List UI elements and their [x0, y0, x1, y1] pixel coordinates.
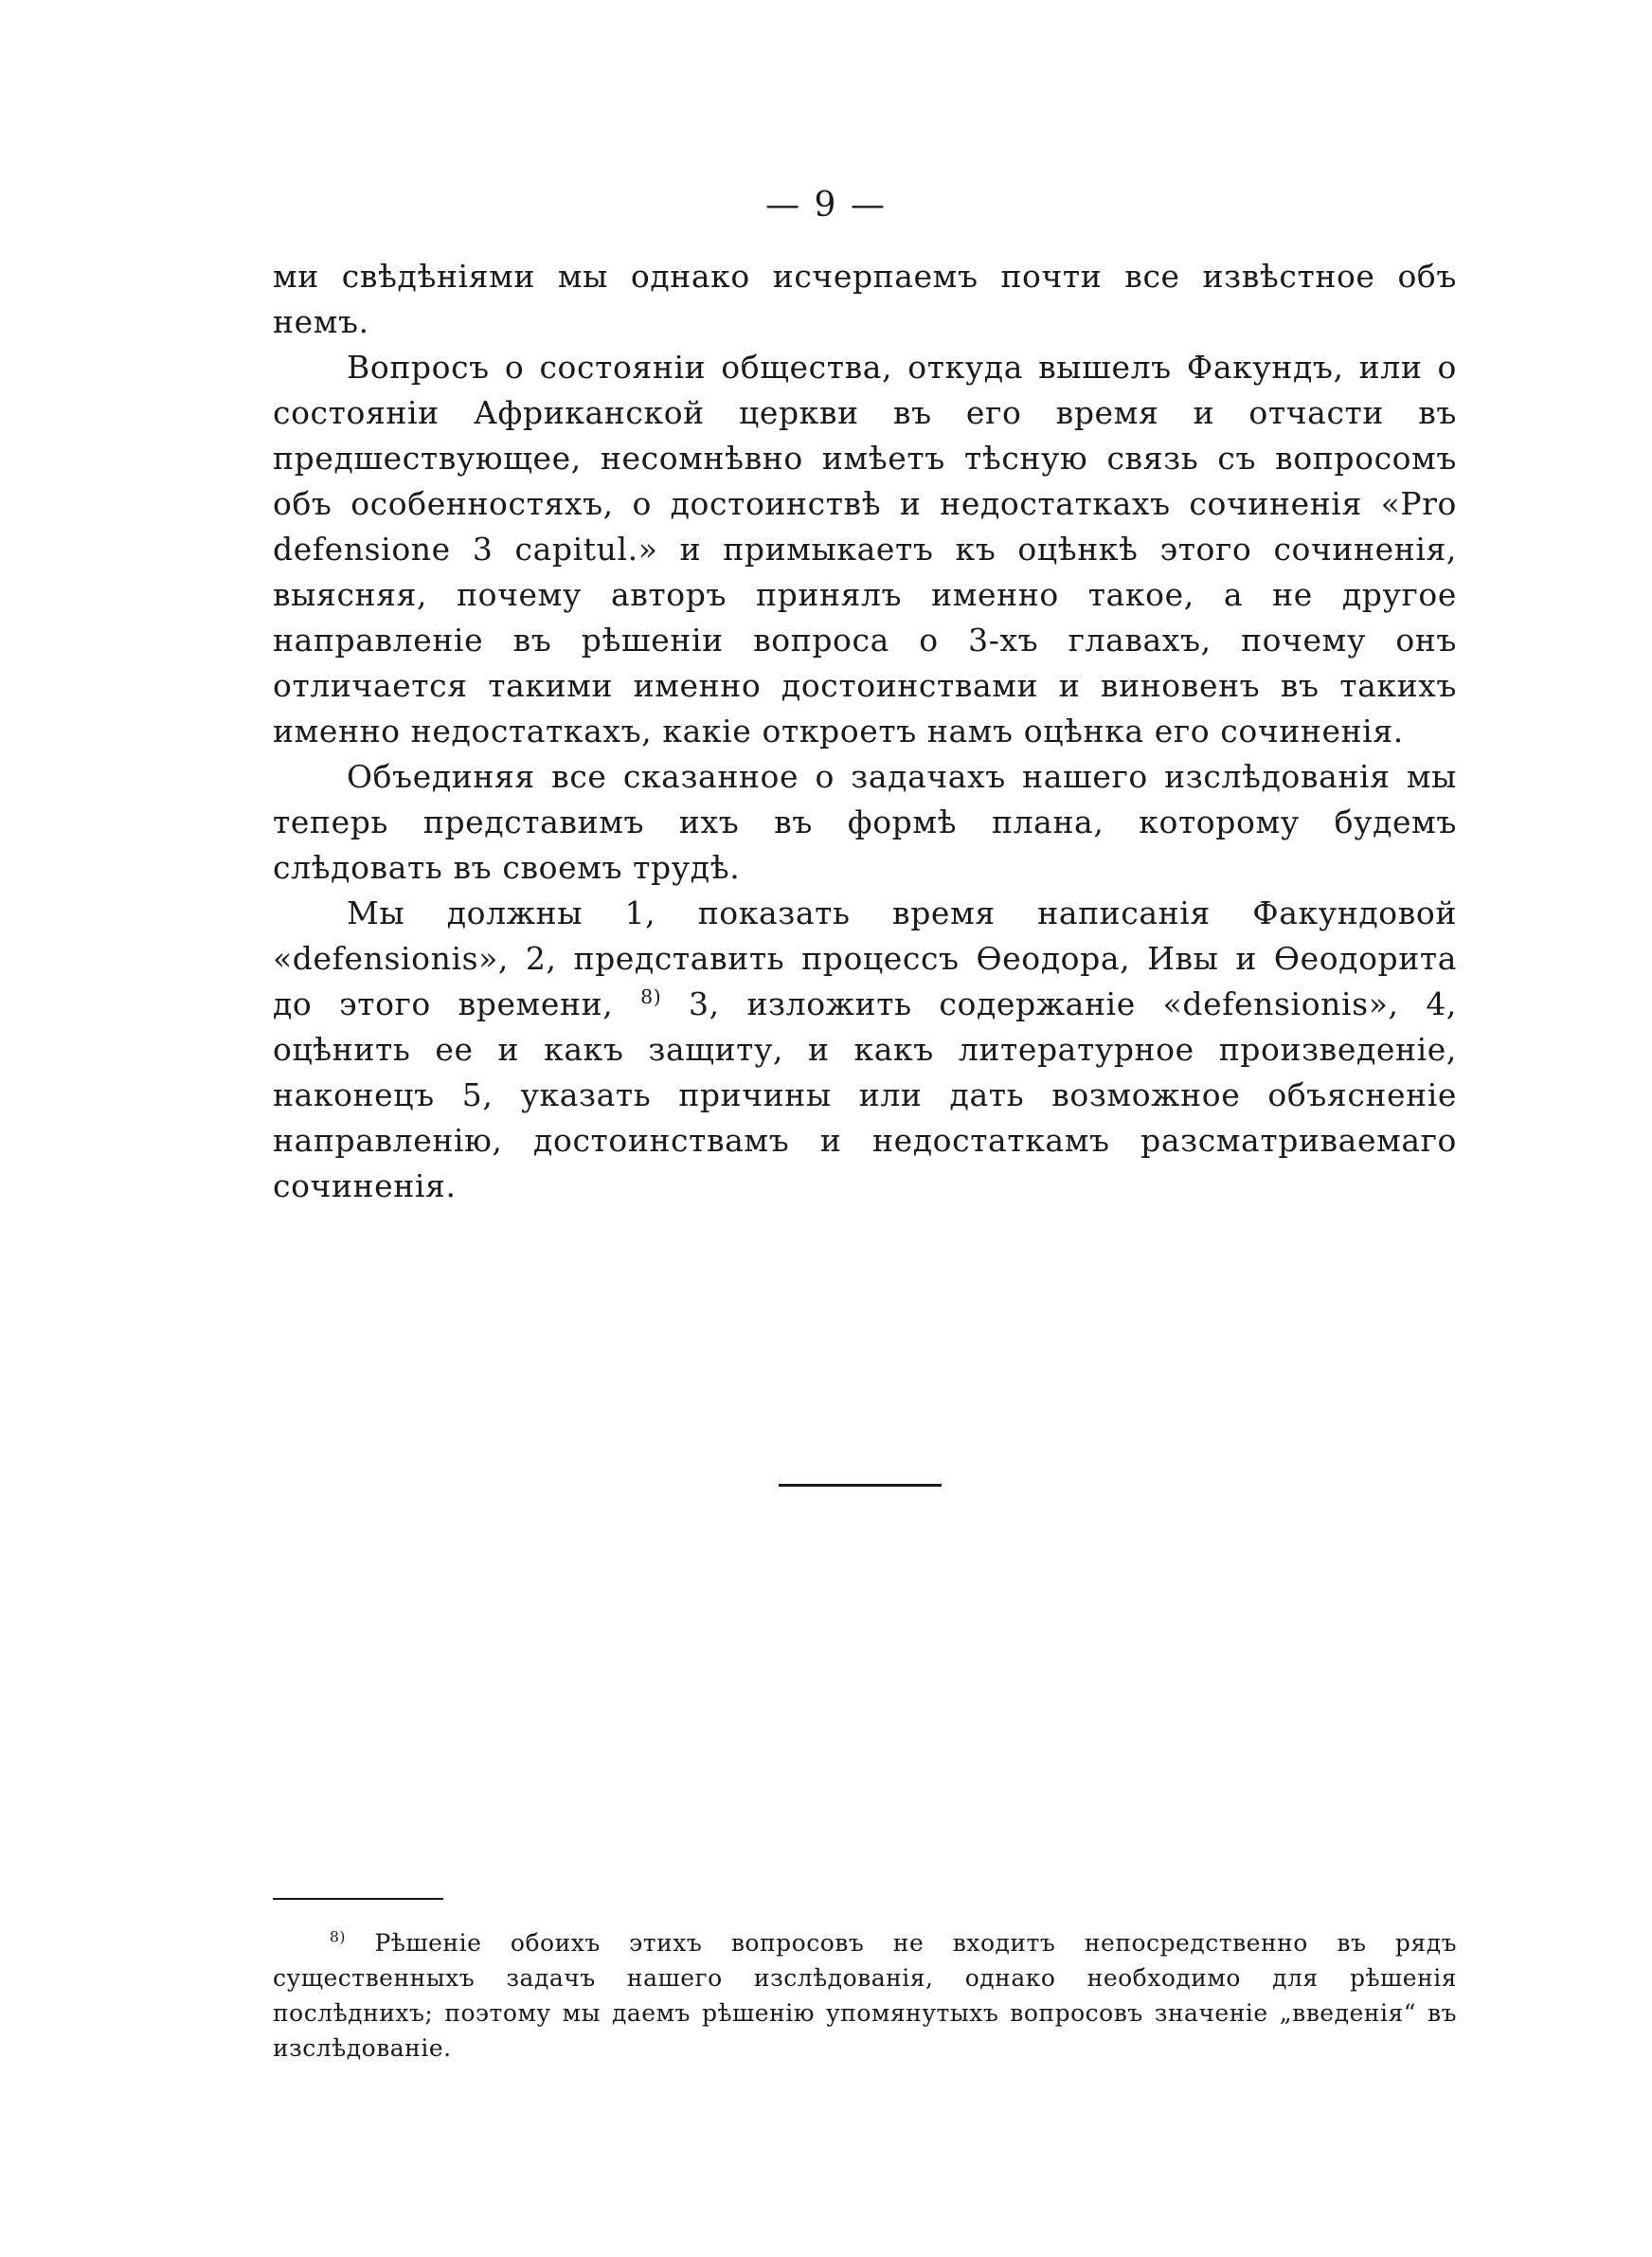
- paragraph-4: [273, 891, 1457, 1209]
- footnote-reference: 8): [640, 985, 662, 1008]
- paragraph-3: Объединяя все сказанное о задачахъ нашего изслѣдованія мы теперь представимъ ихъ въ формѣ плана, которому будемъ слѣдовать въ своемъ трудѣ.: [273, 758, 1457, 886]
- paragraph-4-part-2: 3, изложить содержаніе «defensionis», 4, оцѣнить ее и какъ защиту, и какъ литературное произведеніе, наконецъ 5, указать причины или дать возможное объясненіе направленію, достоинствамъ и недостаткамъ разсматриваемаго сочиненія.: [273, 985, 1458, 1204]
- paragraph-4-part-1: Мы должны 1, показать время написанія Факундовой «defensionis», 2, представить процессъ Ѳеодора, Ивы и Ѳеодорита до этого времени,: [273, 894, 1457, 1022]
- main-text: [273, 254, 1457, 1209]
- section-end-rule: [779, 1484, 942, 1487]
- paragraph-1: ми свѣдѣніями мы однако исчерпаемъ почти все извѣстное объ немъ.: [273, 258, 1457, 340]
- footnote: [273, 1925, 1457, 2066]
- footnote-mark: 8): [330, 1928, 346, 1946]
- footnote-separator: [273, 1898, 443, 1900]
- footnote-text: Рѣшеніе обоихъ этихъ вопросовъ не входитъ непосредственно въ рядъ существенныхъ задачъ нашего изслѣдованія, однако необходимо для рѣшенія послѣднихъ; поэтому мы даемъ рѣшенію упомянутыхъ вопросовъ значеніе „введенія“ въ изслѣдованіе.: [273, 1929, 1457, 2062]
- page-number: — 9 —: [765, 186, 887, 225]
- paragraph-2: Вопросъ о состояніи общества, откуда вышелъ Факундъ, или о состояніи Африканской церкви въ его время и отчасти въ предшествующее, несомнѣвно имѣетъ тѣсную связь съ вопросомъ объ особенностяхъ, о достоинствѣ и недостаткахъ сочиненія «Pro defensione 3 capitul.» и примыкаетъ къ оцѣнкѣ этого сочиненія, выясняя, почему авторъ принялъ именно такое, а не другое направленіе въ рѣшеніи вопроса о 3-хъ главахъ, почему онъ отличается такими именно достоинствами и виновенъ въ такихъ именно недостаткахъ, какіе откроетъ намъ оцѣнка его сочиненія.: [273, 349, 1457, 749]
